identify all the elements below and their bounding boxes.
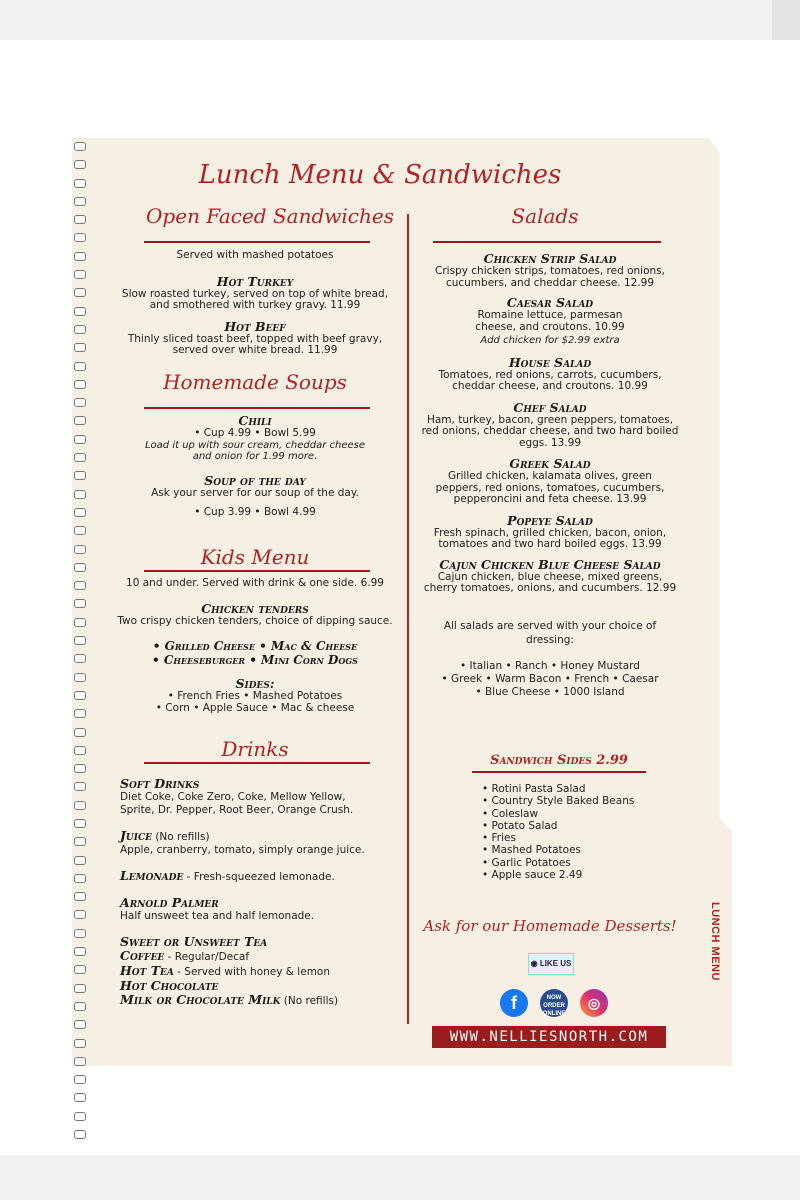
kids-options-line2: • Cheeseburger • Mini Corn Dogs <box>152 653 358 667</box>
soup-of-day-prices: • Cup 3.99 • Bowl 4.99 <box>194 506 316 518</box>
binding-ring <box>74 654 86 663</box>
binding-ring <box>74 618 86 627</box>
open-faced-heading: Open Faced Sandwiches <box>146 204 394 228</box>
chef-salad-title: Chef Salad <box>513 399 587 415</box>
kids-section <box>110 578 400 714</box>
binding-ring <box>74 746 86 755</box>
like-us-label: LIKE US <box>539 959 572 968</box>
chef-salad-desc: Ham, turkey, bacon, green peppers, tomatoes, red onions, cheddar cheese, and two hard boiled eggs. 13.99 <box>421 413 679 449</box>
binding-ring <box>74 142 86 151</box>
kids-options-line1: • Grilled Cheese • Mac & Cheese <box>152 639 358 653</box>
hot-turkey-title: Hot Turkey <box>216 273 294 289</box>
soups-section <box>110 414 400 519</box>
binding-ring <box>74 1002 86 1011</box>
salads-section <box>420 252 680 699</box>
milk-line <box>120 993 400 1008</box>
salads-heading: Salads <box>511 204 579 228</box>
side-item: • Garlic Potatoes <box>482 857 634 869</box>
binding-ring <box>74 508 86 517</box>
salads-rule <box>433 241 661 243</box>
arnold-palmer-title: Arnold Palmer <box>120 895 219 910</box>
caesar-title: Caesar Salad <box>506 295 594 310</box>
dressing-line2: • Greek • Warm Bacon • French • Caesar <box>441 672 659 685</box>
kids-rule <box>144 570 370 572</box>
binding-ring <box>74 197 86 206</box>
binding-ring <box>74 380 86 389</box>
chicken-tenders-title: Chicken tenders <box>201 600 309 616</box>
like-us-badge[interactable] <box>528 953 574 975</box>
binding-ring <box>74 215 86 224</box>
open-faced-note: Served with mashed potatoes <box>176 249 334 261</box>
cajun-salad-title: Cajun Chicken Blue Cheese Salad <box>439 556 661 572</box>
binding-ring <box>74 728 86 737</box>
hot-tea-title: Hot Tea <box>120 963 174 978</box>
side-item: • Country Style Baked Beans <box>482 795 634 807</box>
binding-ring <box>74 636 86 645</box>
hot-beef-title: Hot Beef <box>224 318 286 334</box>
house-salad-desc: Tomatoes, red onions, carrots, cucumbers, cheddar cheese, and croutons. 10.99 <box>438 368 662 392</box>
chicken-strip-title: Chicken Strip Salad <box>483 251 617 266</box>
arnold-palmer-desc: Half unsweet tea and half lemonade. <box>120 910 315 922</box>
binding-ring <box>74 874 86 883</box>
lemonade-desc: - Fresh-squeezed lemonade. <box>183 871 335 883</box>
open-faced-rule <box>144 241 370 243</box>
drinks-rule <box>144 762 370 764</box>
binding-ring <box>74 416 86 425</box>
milk-note: (No refills) <box>280 995 339 1007</box>
binding-ring <box>74 1057 86 1066</box>
binding-ring <box>74 490 86 499</box>
soft-drinks-desc: Diet Coke, Coke Zero, Coke, Mellow Yellow, Sprite, Dr. Pepper, Root Beer, Orange Crush. <box>120 791 354 816</box>
cajun-salad-desc: Cajun chicken, blue cheese, mixed greens, cherry tomatoes, onions, and cucumbers. 12.99 <box>423 570 677 594</box>
binding-ring <box>74 435 86 444</box>
soups-heading: Homemade Soups <box>163 370 347 394</box>
binding-ring <box>74 892 86 901</box>
facebook-icon[interactable]: f <box>500 989 528 1017</box>
side-item: • Potato Salad <box>482 820 634 832</box>
caesar-desc: Romaine lettuce, parmesan cheese, and croutons. 10.99 <box>475 309 625 333</box>
dressing-line3: • Blue Cheese • 1000 Island <box>475 685 625 698</box>
dressing-note: All salads are served with your choice of dressing: <box>443 619 657 646</box>
binding-ring <box>74 179 86 188</box>
lemonade-title: Lemonade <box>120 868 184 883</box>
sandwich-sides-list <box>474 783 634 881</box>
binding-ring <box>74 471 86 480</box>
open-faced-section <box>110 250 400 357</box>
binding-ring <box>74 325 86 334</box>
instagram-icon[interactable]: ◎ <box>580 989 608 1017</box>
page-top-strip <box>0 0 800 40</box>
binding-ring <box>74 270 86 279</box>
greek-salad-title: Greek Salad <box>509 456 591 471</box>
side-item: • Apple sauce 2.49 <box>482 869 634 881</box>
hot-turkey-desc: Slow roasted turkey, served on top of white bread, and smothered with turkey gravy. 11.99 <box>121 287 389 311</box>
soup-of-day-title: Soup of the day <box>204 472 306 488</box>
binding-ring <box>74 563 86 572</box>
milk-title: Milk or Chocolate Milk <box>120 992 281 1007</box>
popeye-salad-title: Popeye Salad <box>507 512 593 528</box>
binding-ring <box>74 801 86 810</box>
tea-title: Sweet or Unsweet Tea <box>120 934 268 949</box>
house-salad-title: House Salad <box>508 354 592 370</box>
kids-sides-line1: • French Fries • Mashed Potatoes <box>167 690 343 702</box>
binding-ring <box>74 581 86 590</box>
binding-ring <box>74 599 86 608</box>
hot-chocolate-title: Hot Chocolate <box>120 978 219 993</box>
juice-desc: Apple, cranberry, tomato, simply orange juice. <box>120 844 365 856</box>
website-link[interactable]: WWW.NELLIESNORTH.COM <box>432 1026 666 1048</box>
binding-ring <box>74 837 86 846</box>
binding-ring <box>74 782 86 791</box>
binding-ring <box>74 910 86 919</box>
column-divider <box>407 214 409 1024</box>
lunch-menu-tab: LUNCH MENU <box>709 902 721 981</box>
kids-note: 10 and under. Served with drink & one side. 6.99 <box>126 577 384 589</box>
binding-ring <box>74 691 86 700</box>
coffee-line <box>120 949 400 964</box>
lemonade-line <box>120 869 400 884</box>
binding-ring <box>74 1075 86 1084</box>
binding-ring <box>74 856 86 865</box>
binding-ring <box>74 764 86 773</box>
kids-sides-line2: • Corn • Apple Sauce • Mac & cheese <box>155 701 355 714</box>
coffee-title: Coffee <box>120 948 165 963</box>
binding-ring <box>74 1020 86 1029</box>
kids-heading: Kids Menu <box>200 545 310 569</box>
page-bottom-strip <box>0 1155 800 1200</box>
binding-ring <box>74 965 86 974</box>
binding-ring <box>74 252 86 261</box>
soup-of-day-desc: Ask your server for our soup of the day. <box>151 486 359 499</box>
coffee-desc: - Regular/Decaf <box>164 951 250 963</box>
binding-ring <box>74 947 86 956</box>
hot-beef-desc: Thinly sliced toast beef, topped with beef gravy, served over white bread. 11.99 <box>127 332 383 356</box>
binding-ring <box>74 819 86 828</box>
juice-line <box>120 829 400 844</box>
drinks-heading: Drinks <box>221 737 289 761</box>
sandwich-sides-rule <box>472 771 646 773</box>
soft-drinks-title: Soft Drinks <box>120 776 200 791</box>
hot-tea-desc: - Served with honey & lemon <box>173 966 330 978</box>
juice-note: (No refills) <box>152 831 210 843</box>
chicken-tenders-desc: Two crispy chicken tenders, choice of dipping sauce. <box>117 614 393 627</box>
binding-ring <box>74 398 86 407</box>
dressing-line1: • Italian • Ranch • Honey Mustard <box>460 659 640 672</box>
side-item: • Mashed Potatoes <box>482 844 634 856</box>
side-item: • Fries <box>482 832 634 844</box>
side-item: • Coleslaw <box>482 808 634 820</box>
binding-ring <box>74 160 86 169</box>
binding-ring <box>74 307 86 316</box>
binding-ring <box>74 453 86 462</box>
binding-ring <box>74 343 86 352</box>
chicken-strip-desc: Crispy chicken strips, tomatoes, red onions, cucumbers, and cheddar cheese. 12.99 <box>435 265 665 289</box>
hot-tea-line <box>120 964 400 979</box>
chili-title: Chili <box>238 413 272 428</box>
drinks-section <box>120 777 400 1008</box>
binding-ring <box>74 362 86 371</box>
popeye-salad-desc: Fresh spinach, grilled chicken, bacon, onion, tomatoes and two hard boiled eggs. 13.99 <box>433 526 667 550</box>
sandwich-sides-heading: Sandwich Sides 2.99 <box>490 753 628 768</box>
chili-note: Load it up with sour cream, cheddar cheese and onion for 1.99 more. <box>144 439 366 462</box>
binding-ring <box>74 929 86 938</box>
binding-ring <box>74 984 86 993</box>
page-fold <box>772 0 800 40</box>
juice-title: Juice <box>120 828 152 843</box>
binding-ring <box>74 673 86 682</box>
chili-prices: • Cup 4.99 • Bowl 5.99 <box>194 427 316 439</box>
like-icon: ◉ <box>530 959 540 968</box>
menu-title: Lunch Menu & Sandwiches <box>198 160 562 190</box>
desserts-note: Ask for our Homemade Desserts! <box>423 917 677 935</box>
binding-ring <box>74 526 86 535</box>
spiral-binding <box>74 142 88 1148</box>
kids-sides-heading: Sides: <box>235 676 275 691</box>
binding-ring <box>74 1093 86 1102</box>
binding-ring <box>74 545 86 554</box>
side-item: • Rotini Pasta Salad <box>482 783 634 795</box>
binding-ring <box>74 288 86 297</box>
binding-ring <box>74 233 86 242</box>
binding-ring <box>74 1039 86 1048</box>
soups-rule <box>144 407 370 409</box>
binding-ring <box>74 1130 86 1139</box>
binding-ring <box>74 1112 86 1121</box>
order-online-icon[interactable]: NOW ORDER ONLINE <box>540 989 568 1017</box>
caesar-addon: Add chicken for $2.99 extra <box>480 335 620 346</box>
greek-salad-desc: Grilled chicken, kalamata olives, green peppers, red onions, tomatoes, cucumbers, pepperoncini and feta cheese. 13.99 <box>435 470 665 505</box>
binding-ring <box>74 709 86 718</box>
